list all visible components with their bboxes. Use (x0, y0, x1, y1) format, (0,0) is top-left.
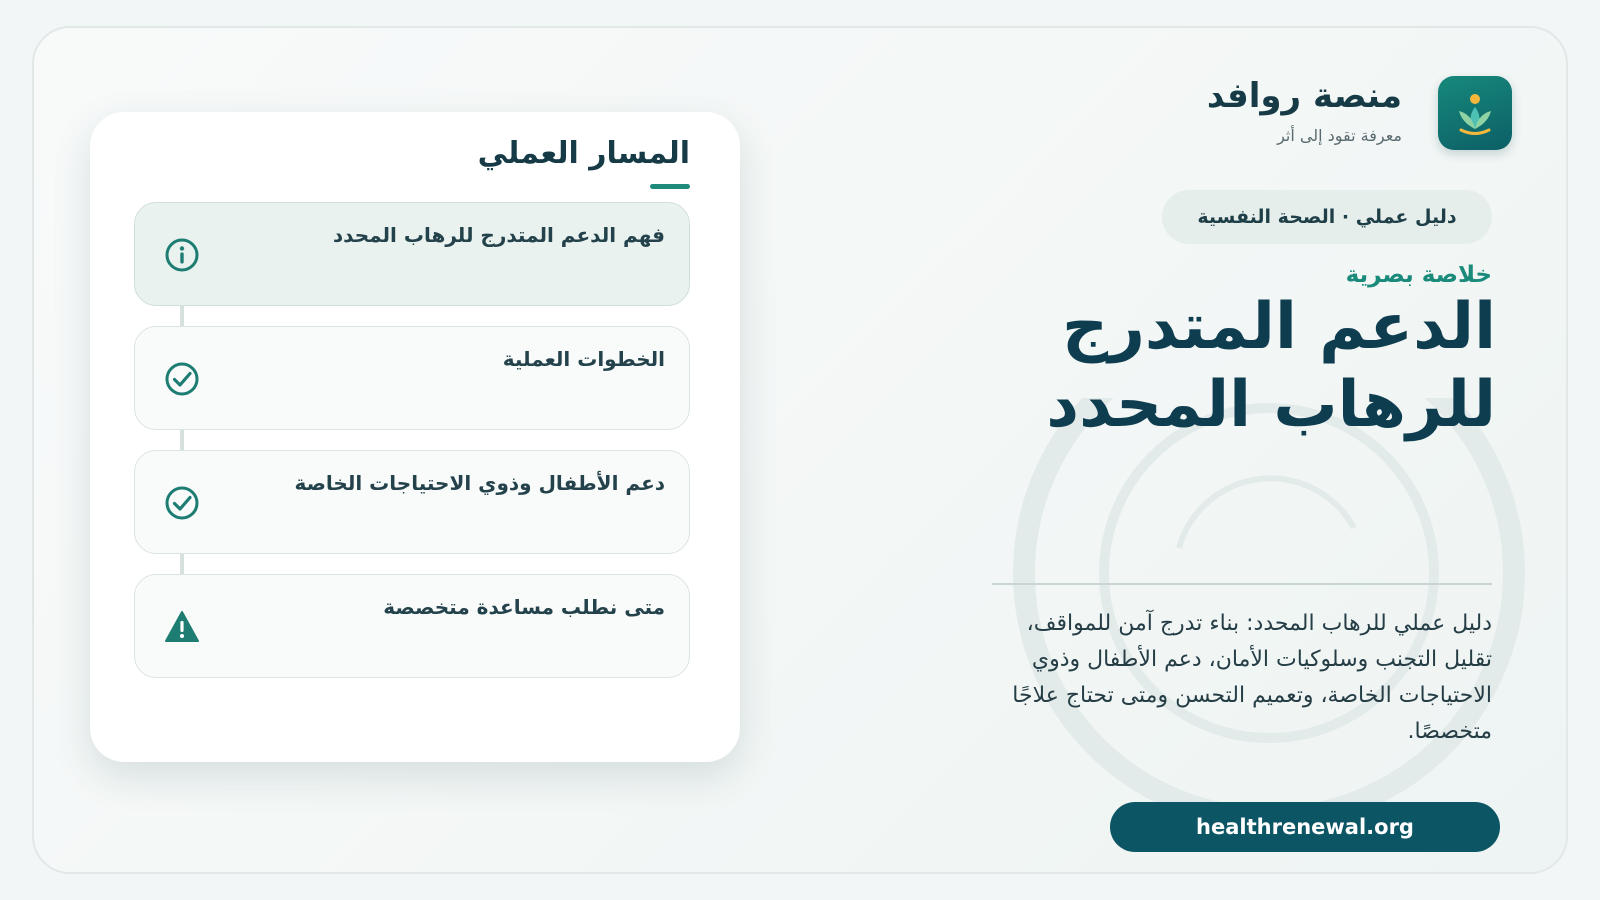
info-icon (163, 236, 201, 274)
step-item-understanding[interactable] (134, 202, 690, 306)
category-pill: دليل عملي · الصحة النفسية (1162, 190, 1492, 244)
brand-tagline: معرفة تقود إلى أثر (1277, 126, 1402, 145)
step-item-children-support[interactable] (134, 450, 690, 554)
step-label: متى نطلب مساعدة متخصصة (383, 595, 665, 619)
eyebrow-label: خلاصة بصرية (1345, 262, 1492, 288)
brand-name: منصة روافد (1206, 76, 1402, 116)
card-title-underline (650, 184, 690, 189)
step-item-specialist-help[interactable] (134, 574, 690, 678)
warning-icon (163, 608, 201, 646)
title-line-2: للرهاب المحدد (1046, 368, 1496, 442)
check-circle-icon (163, 484, 201, 522)
divider (992, 583, 1492, 585)
lotus-logo-icon (1438, 76, 1512, 150)
practical-path-card (90, 112, 740, 762)
title-line-1: الدعم المتدرج (1061, 290, 1496, 364)
step-item-practical-steps[interactable] (134, 326, 690, 430)
brand-text (1102, 76, 1402, 145)
step-label: فهم الدعم المتدرج للرهاب المحدد (332, 223, 665, 247)
step-label: الخطوات العملية (502, 347, 665, 371)
page-title (936, 288, 1496, 444)
card-title: المسار العملي (477, 136, 690, 171)
step-label: دعم الأطفال وذوي الاحتياجات الخاصة (294, 471, 665, 495)
check-circle-icon (163, 360, 201, 398)
brand-header (1206, 76, 1512, 150)
website-button[interactable]: healthrenewal.org (1110, 802, 1500, 852)
description: دليل عملي للرهاب المحدد: بناء تدرج آمن للمواقف، تقليل التجنب وسلوكيات الأمان، دعم الأطفال وذوي الاحتياجات الخاصة، وتعميم التحسن ومتى تحتاج علاجًا متخصصًا. (1012, 611, 1492, 744)
